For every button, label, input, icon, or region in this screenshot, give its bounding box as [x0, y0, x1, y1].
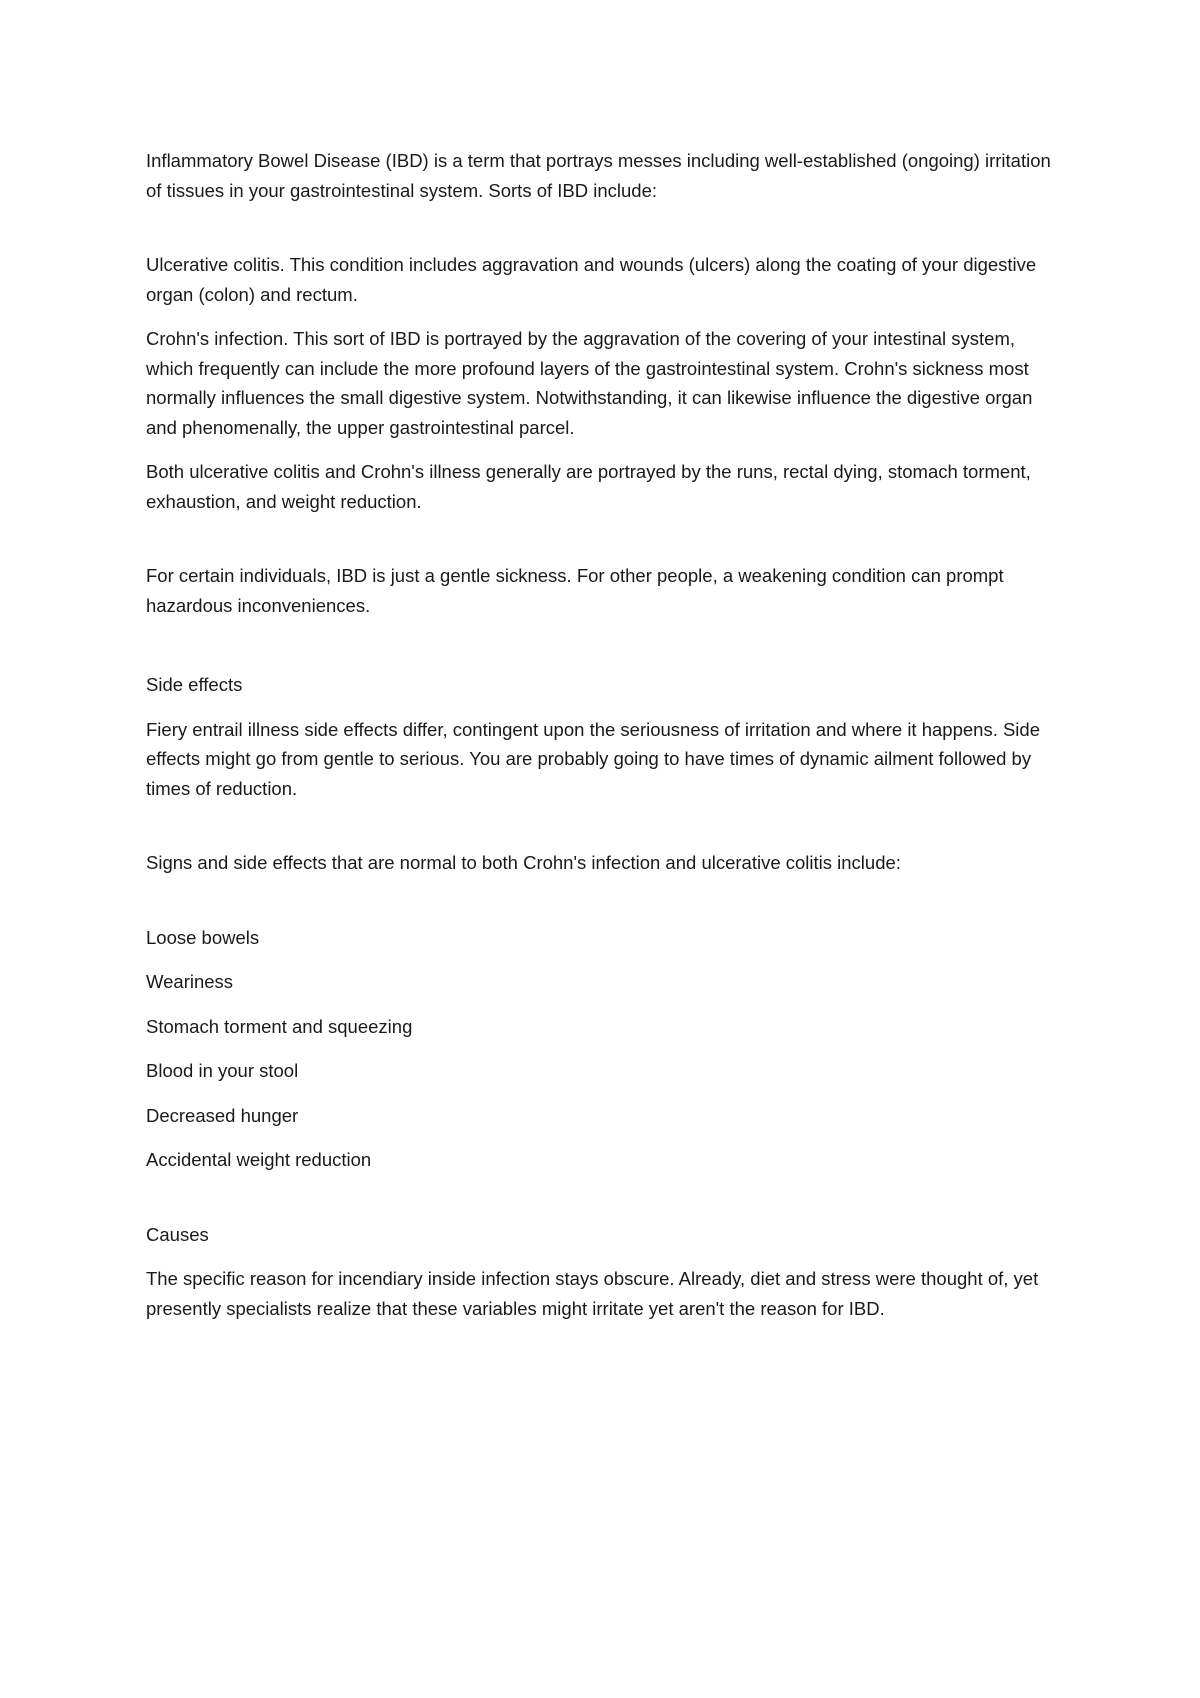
- symptom-item: Weariness: [146, 971, 234, 992]
- symptom-item: Stomach torment and squeezing: [146, 1015, 413, 1037]
- side-effects-paragraph: Fiery entrail illness side effects differ, contingent upon the seriousness of irritation and where it happens. Side effects might go from gentle to serious. You are probably going to have times of dynamic ailment followed by times of reduction.: [146, 718, 1040, 799]
- signs-intro-paragraph: Signs and side effects that are normal to both Crohn's infection and ulcerative colitis include:: [146, 852, 901, 873]
- ulcerative-colitis-paragraph: Ulcerative colitis. This condition includes aggravation and wounds (ulcers) along the coating of your digestive organ (colon) and rectum.: [146, 254, 1037, 305]
- severity-paragraph: For certain individuals, IBD is just a gentle sickness. For other people, a weakening condition can prompt hazardous inconveniences.: [146, 565, 1004, 616]
- document-body: [146, 146, 1066, 1323]
- both-conditions-paragraph: Both ulcerative colitis and Crohn's illness generally are portrayed by the runs, rectal dying, stomach torment, exhaustion, and weight reduction.: [146, 461, 1031, 512]
- causes-paragraph: The specific reason for incendiary inside infection stays obscure. Already, diet and stress were thought of, yet presently specialists realize that these variables might irritate yet aren't the reason for IBD.: [146, 1268, 1039, 1319]
- symptom-item: Blood in your stool: [146, 1060, 299, 1081]
- causes-heading: Causes: [146, 1223, 209, 1245]
- intro-paragraph: Inflammatory Bowel Disease (IBD) is a term that portrays messes including well-established (ongoing) irritation of tissues in your gastrointestinal system. Sorts of IBD include:: [146, 150, 1051, 201]
- symptom-item: Decreased hunger: [146, 1104, 299, 1126]
- symptom-item: Accidental weight reduction: [146, 1149, 372, 1170]
- symptom-item: Loose bowels: [146, 926, 260, 948]
- side-effects-heading: Side effects: [146, 674, 243, 695]
- crohns-paragraph: Crohn's infection. This sort of IBD is portrayed by the aggravation of the covering of your intestinal system, which frequently can include the more profound layers of the gastrointestinal system. Crohn's sickness most normally influences the small digestive system. Notwithstanding, it can likewise influence the digestive organ and phenomenally, the upper gastrointestinal parcel.: [146, 328, 1033, 438]
